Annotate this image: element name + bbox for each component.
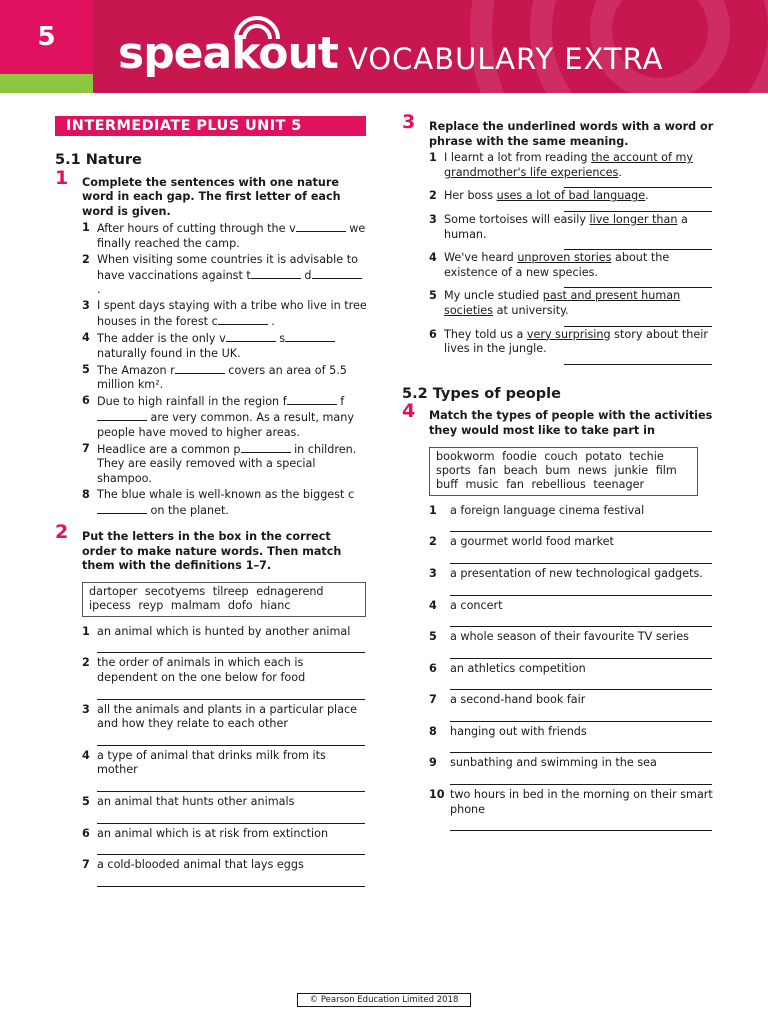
item-text: sunbathing and swimming in the sea: [450, 756, 657, 770]
answer-line[interactable]: [97, 778, 365, 792]
item-number: 8: [82, 487, 90, 501]
exercise-instruction: Put the letters in the box in the correct order to make nature words. Then match them with the definitions 1–7.: [82, 530, 342, 573]
text-before: Her boss: [444, 189, 497, 203]
section-heading-types-of-people: 5.2 Types of people: [402, 385, 561, 402]
list-item: [429, 567, 714, 596]
item-text: an athletics competition: [450, 661, 586, 675]
item-number: 2: [429, 535, 437, 549]
list-item: [429, 788, 714, 831]
list-item: [82, 299, 367, 329]
item-number: 2: [82, 253, 90, 267]
text-before: Some tortoises will easily: [444, 212, 590, 226]
underlined-phrase: unproven stories: [517, 251, 612, 265]
item-text: The Amazon r: [97, 363, 175, 377]
item-number: 2: [429, 189, 437, 203]
item-number: 5: [82, 794, 90, 808]
item-text: f: [336, 395, 345, 409]
item-number: 4: [429, 598, 437, 612]
text-after: a human.: [444, 212, 688, 241]
item-text: two hours in bed in the morning on their smart phone: [450, 788, 713, 816]
answer-line[interactable]: [97, 841, 365, 855]
item-number: 6: [429, 327, 437, 341]
item-number: 8: [429, 724, 437, 738]
answer-blank[interactable]: [312, 268, 362, 279]
answer-line[interactable]: [450, 676, 712, 690]
answer-line[interactable]: [450, 613, 712, 627]
list-item: [82, 331, 367, 361]
answer-line[interactable]: [564, 351, 712, 365]
page-title: VOCABULARY EXTRA: [348, 42, 664, 76]
list-item: [429, 504, 714, 533]
answer-line[interactable]: [450, 518, 712, 532]
word-box: bookworm foodie couch potato techie sports fan beach bum news junkie film buff music fan rebellious teenager: [429, 447, 698, 496]
item-number: 4: [82, 748, 90, 762]
answer-line[interactable]: [450, 771, 712, 785]
item-number: 3: [429, 566, 437, 580]
list-item: [429, 189, 714, 212]
text-after: .: [645, 189, 649, 203]
item-text: the order of animals in which each is dependent on the one below for food: [97, 656, 306, 684]
exercise-2: [55, 521, 367, 574]
item-text: .: [97, 283, 101, 297]
list-item: [82, 749, 367, 792]
green-accent-bar: [0, 74, 93, 93]
item-number: 6: [429, 661, 437, 675]
text-after: .: [618, 165, 622, 179]
answer-blank[interactable]: [296, 221, 346, 232]
answer-line[interactable]: [564, 313, 712, 327]
item-text: After hours of cutting through the v: [97, 222, 296, 236]
list-item: [429, 662, 714, 691]
item-text: When visiting some countries it is advisable to have vaccinations against t: [97, 253, 358, 282]
text-after: story about their lives in the jungle.: [444, 327, 708, 356]
item-text: The blue whale is well-known as the biggest c: [97, 487, 355, 501]
exercise-instruction: Match the types of people with the activities they would most like to take part in: [429, 409, 713, 437]
answer-blank[interactable]: [241, 442, 291, 453]
list-item: [82, 656, 367, 699]
item-number: 7: [82, 441, 90, 455]
speakout-logo: speakout: [118, 28, 338, 79]
exercise-number: 2: [55, 521, 69, 544]
item-text: The adder is the only v: [97, 332, 226, 346]
item-text: on the planet.: [147, 503, 229, 517]
item-number: 2: [82, 656, 90, 670]
item-text: all the animals and plants in a particular place and how they relate to each other: [97, 702, 358, 731]
item-text: a foreign language cinema festival: [450, 503, 645, 517]
item-number: 1: [82, 624, 90, 638]
answer-line[interactable]: [564, 236, 712, 250]
item-text: a second-hand book fair: [450, 693, 586, 707]
item-text: are very common. As a result, many people have moved to higher areas.: [97, 411, 355, 439]
answer-blank[interactable]: [97, 503, 147, 514]
list-item: [82, 442, 367, 487]
item-number: 5: [429, 630, 437, 644]
list-item: [429, 151, 714, 188]
item-text: d: [300, 268, 312, 282]
item-text: covers an area of 5.5 million km².: [97, 363, 347, 392]
left-column: [55, 116, 367, 890]
answer-line[interactable]: [450, 739, 712, 753]
answer-blank[interactable]: [287, 394, 337, 405]
exercise-4-items: [429, 504, 714, 832]
list-item: [82, 363, 367, 393]
answer-line[interactable]: [450, 582, 712, 596]
list-item: [429, 630, 714, 659]
answer-line[interactable]: [450, 645, 712, 659]
item-number: 4: [429, 251, 437, 265]
list-item: [429, 725, 714, 754]
item-text: a type of animal that drinks milk from its mother: [97, 748, 326, 777]
item-number: 10: [429, 788, 445, 802]
item-number: 3: [429, 212, 437, 226]
exercise-1-items: [82, 221, 367, 518]
exercise-3-items: [429, 151, 714, 365]
list-item: [429, 599, 714, 628]
text-before: They told us a: [444, 327, 527, 341]
list-item: [82, 858, 367, 887]
answer-line[interactable]: [97, 639, 365, 653]
exercise-instruction: Replace the underlined words with a word or phrase with the same meaning.: [429, 120, 714, 148]
underlined-phrase: past and present human societies: [444, 289, 681, 317]
unit-banner: INTERMEDIATE PLUS UNIT 5: [55, 116, 366, 136]
list-item: [429, 693, 714, 722]
item-text: a presentation of new technological gadgets.: [450, 566, 703, 580]
list-item: [82, 221, 367, 251]
item-number: 5: [82, 362, 90, 376]
exercise-1: [55, 166, 367, 519]
answer-line[interactable]: [450, 708, 712, 722]
item-text: a gourmet world food market: [450, 535, 614, 549]
list-item: [429, 328, 714, 365]
list-item: [82, 827, 367, 856]
list-item: [82, 795, 367, 824]
exercise-number: 4: [402, 400, 416, 423]
item-number: 7: [429, 693, 437, 707]
answer-blank[interactable]: [175, 363, 225, 374]
item-text: an animal that hunts other animals: [97, 794, 295, 808]
underlined-phrase: the account of my grandmother's life experiences: [444, 151, 693, 179]
item-number: 6: [82, 826, 90, 840]
item-text: Due to high rainfall in the region f: [97, 395, 287, 409]
item-text: I spent days staying with a tribe who live in tree houses in the forest c: [97, 299, 367, 328]
list-item: [429, 289, 714, 326]
exercise-2-items: [55, 625, 367, 887]
answer-line[interactable]: [97, 873, 365, 887]
item-number: 7: [82, 858, 90, 872]
list-item: [429, 535, 714, 564]
answer-blank[interactable]: [251, 268, 301, 279]
item-text: naturally found in the UK.: [97, 346, 241, 360]
list-item: [82, 394, 367, 440]
item-number: 3: [82, 299, 90, 313]
list-item: [429, 213, 714, 250]
list-item: [82, 703, 367, 746]
answer-blank[interactable]: [218, 314, 268, 325]
item-number: 1: [82, 221, 90, 235]
item-number: 9: [429, 756, 437, 770]
item-text: .: [267, 314, 275, 328]
answer-blank[interactable]: [226, 331, 276, 342]
text-before: My uncle studied: [444, 289, 543, 303]
item-text: a whole season of their favourite TV series: [450, 630, 689, 644]
list-item: [82, 253, 367, 298]
list-item: [429, 756, 714, 785]
exercise-instruction: Complete the sentences with one nature word in each gap. The first letter of each word is given.: [82, 175, 341, 218]
item-text: an animal which is hunted by another animal: [97, 624, 351, 638]
right-column: [402, 111, 714, 834]
exercise-4: [402, 400, 714, 831]
answer-line[interactable]: [450, 550, 712, 564]
list-item: [429, 251, 714, 288]
item-number: 3: [82, 702, 90, 716]
underlined-phrase: uses a lot of bad language: [496, 189, 646, 203]
unit-number-badge: 5: [0, 0, 93, 74]
exercise-number: 3: [402, 111, 416, 133]
text-before: I learnt a lot from reading: [444, 151, 592, 165]
item-number: 4: [82, 331, 90, 345]
text-after: about the existence of a new species.: [444, 251, 670, 279]
item-text: Headlice are a common p: [97, 442, 241, 456]
copyright-footer: © Pearson Education Limited 2018: [297, 993, 471, 1007]
underlined-phrase: live longer than: [589, 212, 678, 226]
item-text: s: [275, 332, 286, 346]
section-heading-nature: 5.1 Nature: [55, 152, 142, 168]
word-box: dartoper secotyems tilreep ednagerend ipecess reyp malmam dofo hianc: [82, 582, 366, 617]
answer-blank[interactable]: [97, 410, 147, 421]
answer-line[interactable]: [97, 686, 365, 700]
item-text: a concert: [450, 598, 503, 612]
item-text: in children. They are easily removed with a special shampoo.: [97, 442, 357, 485]
list-item: [82, 488, 367, 518]
item-number: 1: [429, 151, 437, 165]
answer-line[interactable]: [450, 817, 712, 831]
exercise-3: [402, 111, 714, 365]
item-text: an animal which is at risk from extinction: [97, 826, 329, 840]
item-number: 5: [429, 289, 437, 303]
answer-blank[interactable]: [285, 331, 335, 342]
item-number: 6: [82, 394, 90, 408]
item-text: a cold-blooded animal that lays eggs: [97, 858, 304, 872]
item-text: hanging out with friends: [450, 724, 587, 738]
exercise-number: 1: [55, 166, 69, 189]
item-number: 1: [429, 503, 437, 517]
underlined-phrase: very surprising: [526, 327, 611, 341]
answer-line[interactable]: [97, 732, 365, 746]
answer-line[interactable]: [97, 810, 365, 824]
text-after: at university.: [493, 303, 569, 317]
item-text: we finally reached the camp.: [97, 222, 366, 250]
text-before: We've heard: [444, 251, 518, 265]
list-item: [82, 625, 367, 654]
